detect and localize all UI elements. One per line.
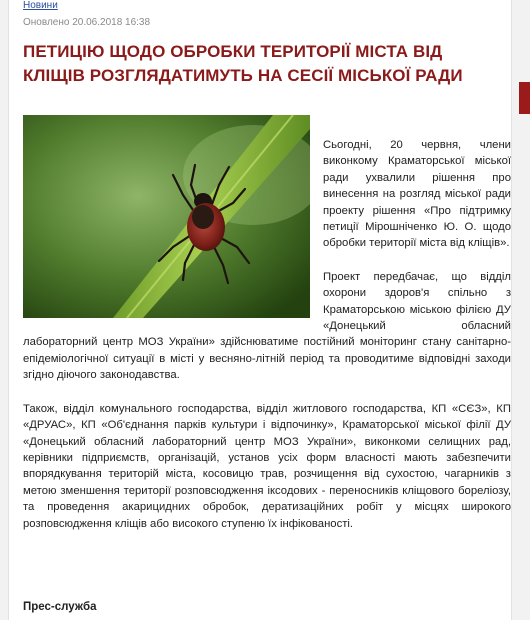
article-signature: Прес-служба xyxy=(23,601,97,613)
breadcrumb-news-link[interactable]: Новини xyxy=(23,0,58,11)
article-paragraph: Також, відділ комунального господарства, відділ житлового господарства, КП «СЄЗ», КП «ДРУАС», КП «Об'єднання парків культури і відпочинку», Краматорської міської філії ДУ «Донецький обласний лабораторний центр МОЗ України», виконкоми селищних рад, керівники підприємств, організацій, установ усіх форм власності мають забезпечити впорядкування територій міста, косовицю трав, розчищення від сухостою, чагарників з метою зменшення території розповсюдження іксодових - переносників кліщового бореліозу, та проведення акарицидних обробок, дератизаційних робіт у місцях широкого розповсюдження кліщів або високого ступеню їх інфікованості. xyxy=(23,402,511,530)
side-accent-tab[interactable] xyxy=(519,82,530,114)
article-title: ПЕТИЦІЮ ЩОДО ОБРОБКИ ТЕРИТОРІЇ МІСТА ВІД КЛІЩІВ РОЗГЛЯДАТИМУТЬ НА СЕСІЇ МІСЬКОЇ РАДИ xyxy=(23,42,463,85)
article-body xyxy=(23,137,511,549)
article-paragraph: Сьогодні, 20 червня, члени виконкому Краматорської міської ради ухвалили рішення про винесення на розгляд міської ради проекту рішення «Про підтримку петиції Мірошніченко Ю. О. щодо обробки території міста від кліщів». xyxy=(323,139,511,250)
updated-timestamp: Оновлено 20.06.2018 16:38 xyxy=(23,17,151,28)
article-paragraph: Проект передбачає, що відділ охорони здоров'я спільно з Краматорською міською філією ДУ «Донецький обласний лабораторний центр МОЗ України» здійснюватиме постійний моніторинг стану санітарно-епідеміологічної ситуації в місті у весняно-літній період та проводитиме відповідні заходи згідно діючого законодавства. xyxy=(23,270,511,382)
photo-wrap-spacer xyxy=(23,137,323,325)
